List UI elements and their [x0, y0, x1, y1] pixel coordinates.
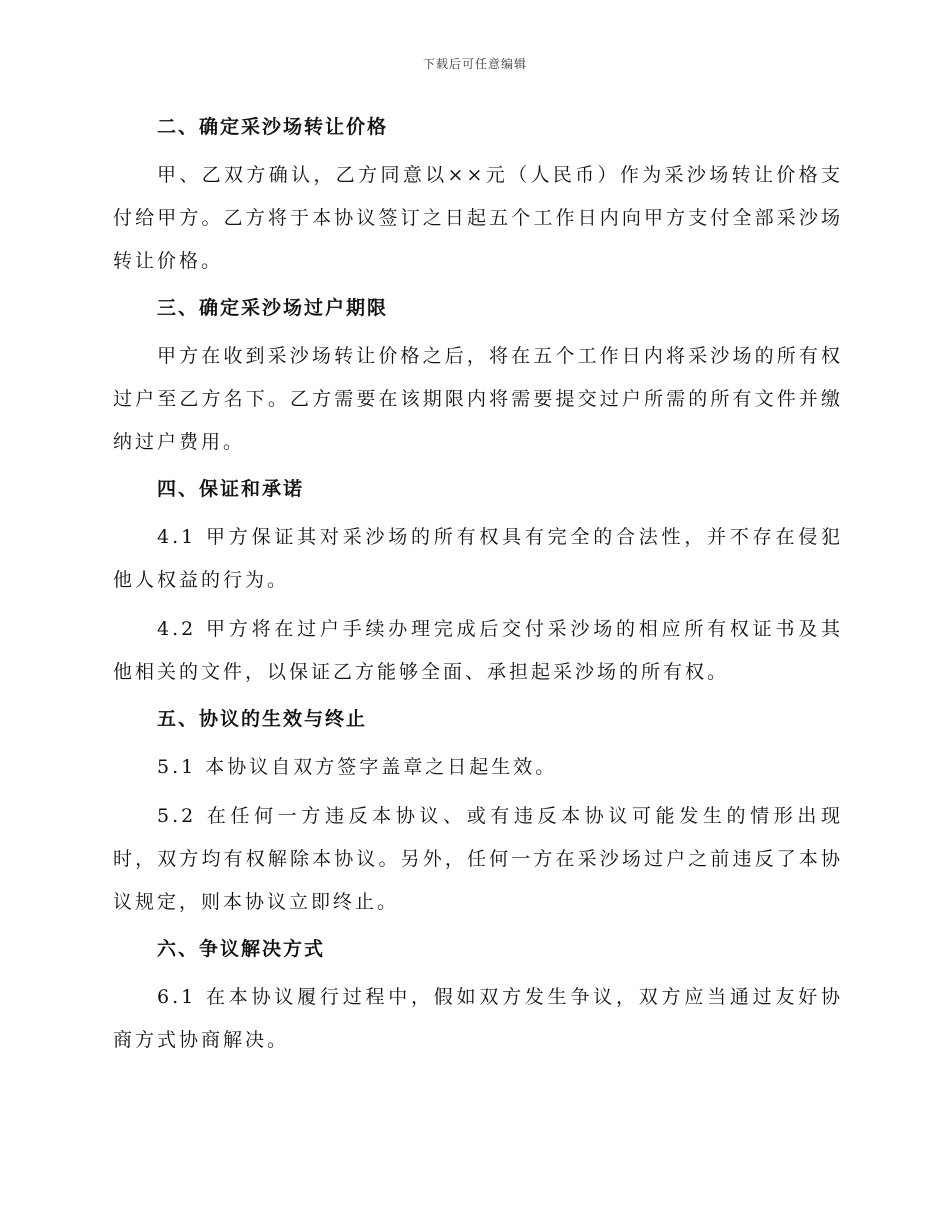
paragraph: 4.1 甲方保证其对采沙场的所有权具有完全的合法性，并不存在侵犯他人权益的行为。	[113, 526, 843, 591]
section-2	[113, 108, 843, 283]
paragraph: 甲、乙双方确认，乙方同意以××元（人民币）作为采沙场转让价格支付给甲方。乙方将于本协议签订之日起五个工作日内向甲方支付全部采沙场转让价格。	[113, 164, 843, 272]
document-body	[113, 108, 843, 1068]
section-heading: 三、确定采沙场过户期限	[157, 297, 389, 319]
section-heading: 二、确定采沙场转让价格	[157, 116, 389, 138]
section-5	[113, 700, 843, 924]
section-heading: 五、协议的生效与终止	[157, 708, 368, 730]
section-6	[113, 930, 843, 1062]
paragraph: 甲方在收到采沙场转让价格之后，将在五个工作日内将采沙场的所有权过户至乙方名下。乙方需要在该期限内将需要提交过户所需的所有文件并缴纳过户费用。	[113, 345, 843, 453]
section-heading: 六、争议解决方式	[157, 938, 326, 960]
paragraph: 4.2 甲方将在过户手续办理完成后交付采沙场的相应所有权证书及其他相关的文件，以保证乙方能够全面、承担起采沙场的所有权。	[113, 618, 843, 683]
section-4	[113, 470, 843, 694]
paragraph: 5.2 在任何一方违反本协议、或有违反本协议可能发生的情形出现时，双方均有权解除本协议。另外，任何一方在采沙场过户之前违反了本协议规定，则本协议立即终止。	[113, 805, 843, 913]
section-heading: 四、保证和承诺	[157, 478, 305, 500]
paragraph: 5.1 本协议自双方签字盖章之日起生效。	[157, 756, 558, 778]
section-3	[113, 289, 843, 464]
header-note: 下载后可任意编辑	[422, 57, 527, 71]
paragraph: 6.1 在本协议履行过程中，假如双方发生争议，双方应当通过友好协商方式协商解决。	[113, 986, 843, 1051]
